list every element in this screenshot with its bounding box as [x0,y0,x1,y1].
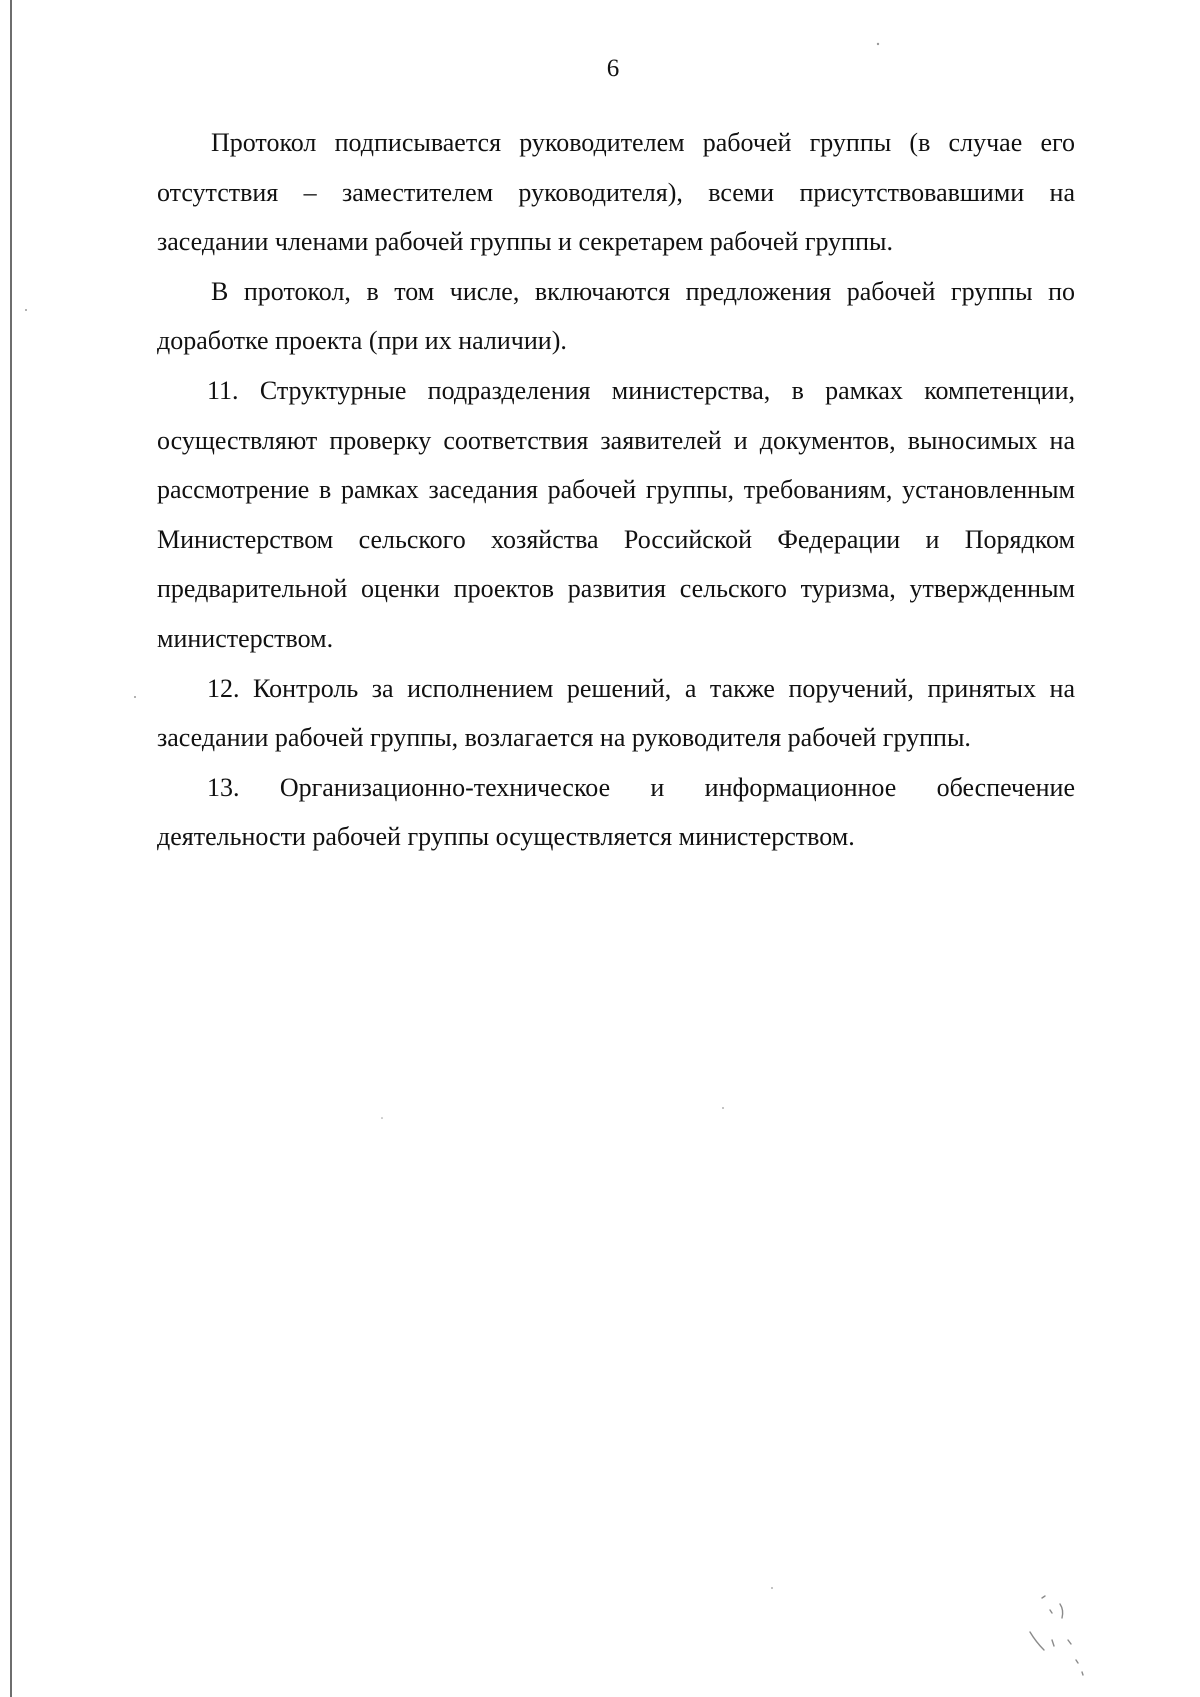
paragraph-item-13: 13. Организационно-техническое и информационное обеспечение деятельности рабочей группы осуществляется министерством. [157,772,1075,852]
scan-left-edge [10,0,12,1697]
paragraph-item-12: 12. Контроль за исполнением решений, а также поручений, принятых на заседании рабочей группы, возлагается на руководителя рабочей группы. [157,673,1075,753]
handwritten-initials-mark [1030,1596,1083,1675]
document-body [157,118,1075,862]
page-number: 6 [606,55,620,82]
paragraph-protocol-proposals: В протокол, в том числе, включаются предложения рабочей группы по доработке проекта (при их наличии). [157,276,1075,356]
paragraph-protocol-signing: Протокол подписывается руководителем рабочей группы (в случае его отсутствия – заместителем руководителя), всеми присутствовавшими на заседании членами рабочей группы и секретарем рабочей группы. [157,128,1075,257]
paragraph-item-11: 11. Структурные подразделения министерства, в рамках компетенции, осуществляют проверку соответствия заявителей и документов, выносимых на рассмотрение в рамках заседания рабочей группы, требованиям, установленным Министерством сельского хозяйства Российской Федерации и Порядком предварительной оценки проектов развития сельского туризма, утвержденным министерством. [157,375,1075,653]
